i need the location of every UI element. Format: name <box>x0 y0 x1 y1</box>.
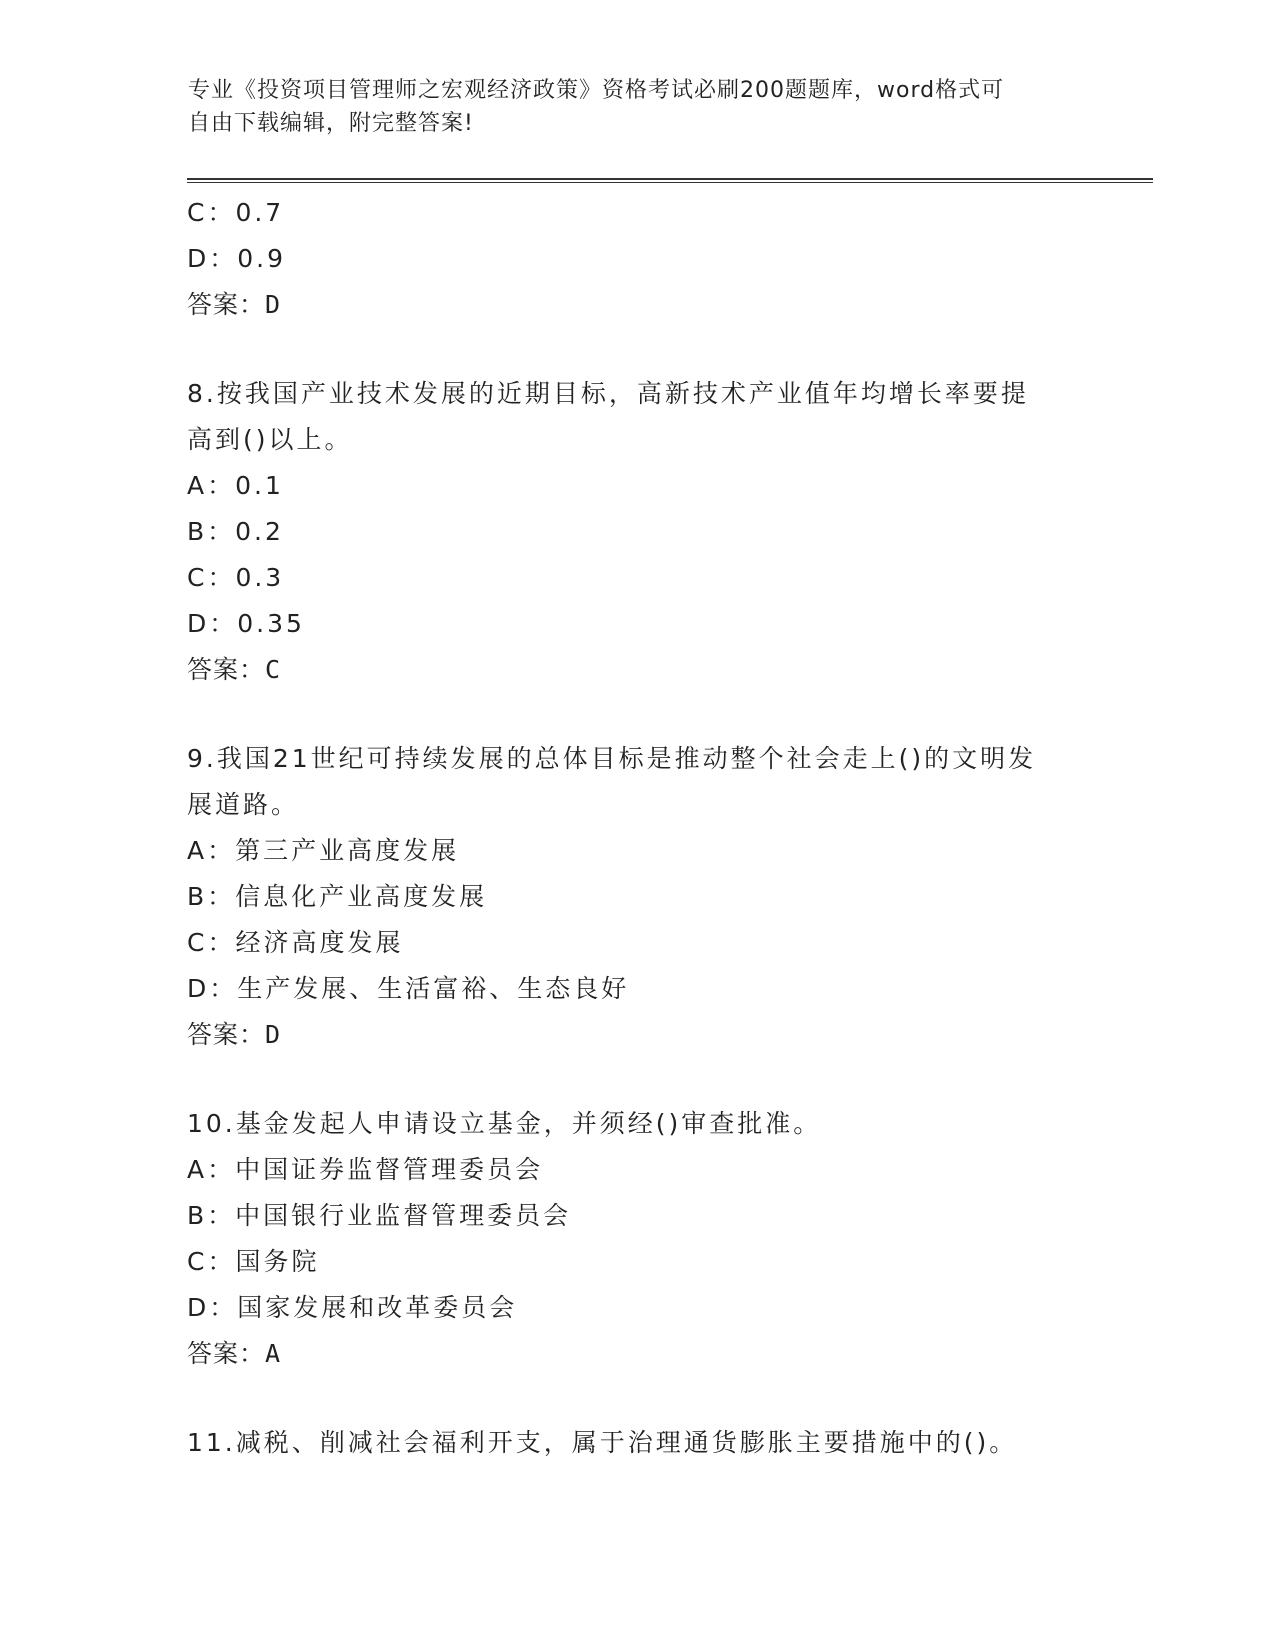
question-stem: 11.减税、削减社会福利开支，属于治理通货膨胀主要措施中的()。 <box>187 1428 1018 1457</box>
option-b: B：中国银行业监督管理委员会 <box>187 1201 572 1230</box>
question-stem-continued: 展道路。 <box>187 790 300 819</box>
question-gap <box>187 1058 1087 1101</box>
header-line-1: 专业《投资项目管理师之宏观经济政策》资格考试必刷200题题库，word格式可 <box>188 78 1005 103</box>
question-list <box>187 190 1087 1466</box>
question-stem-continued: 高到()以上。 <box>187 425 353 454</box>
option-a: A：中国证券监督管理委员会 <box>187 1155 544 1184</box>
header-line-2: 自由下载编辑，附完整答案! <box>188 111 474 136</box>
question-9 <box>187 736 1087 1058</box>
option-d: D：国家发展和改革委员会 <box>187 1293 518 1322</box>
option-c: C：0.7 <box>187 198 285 227</box>
answer-line: 答案：A <box>187 1339 282 1368</box>
question-7-tail <box>187 190 1087 328</box>
option-c: C：经济高度发展 <box>187 928 404 957</box>
question-gap <box>187 693 1087 736</box>
question-10 <box>187 1101 1087 1377</box>
question-gap <box>187 1377 1087 1420</box>
question-gap <box>187 328 1087 371</box>
answer-line: 答案：C <box>187 655 282 684</box>
option-b: B：信息化产业高度发展 <box>187 882 488 911</box>
option-b: B：0.2 <box>187 517 284 546</box>
answer-line: 答案：D <box>187 1020 282 1049</box>
question-11 <box>187 1420 1087 1466</box>
question-stem: 10.基金发起人申请设立基金，并须经()审查批准。 <box>187 1109 822 1138</box>
option-c: C：国务院 <box>187 1247 320 1276</box>
option-c: C：0.3 <box>187 563 285 592</box>
question-8 <box>187 371 1087 693</box>
question-stem: 9.我国21世纪可持续发展的总体目标是推动整个社会走上()的文明发 <box>187 744 1037 773</box>
option-d: D：0.35 <box>187 609 305 638</box>
option-a: A：0.1 <box>187 471 284 500</box>
page-header <box>188 74 1068 140</box>
answer-line: 答案：D <box>187 290 282 319</box>
header-divider <box>187 178 1153 183</box>
option-d: D：0.9 <box>187 244 287 273</box>
option-a: A：第三产业高度发展 <box>187 836 460 865</box>
option-d: D：生产发展、生活富裕、生态良好 <box>187 974 630 1003</box>
question-stem: 8.按我国产业技术发展的近期目标，高新技术产业值年均增长率要提 <box>187 379 1029 408</box>
